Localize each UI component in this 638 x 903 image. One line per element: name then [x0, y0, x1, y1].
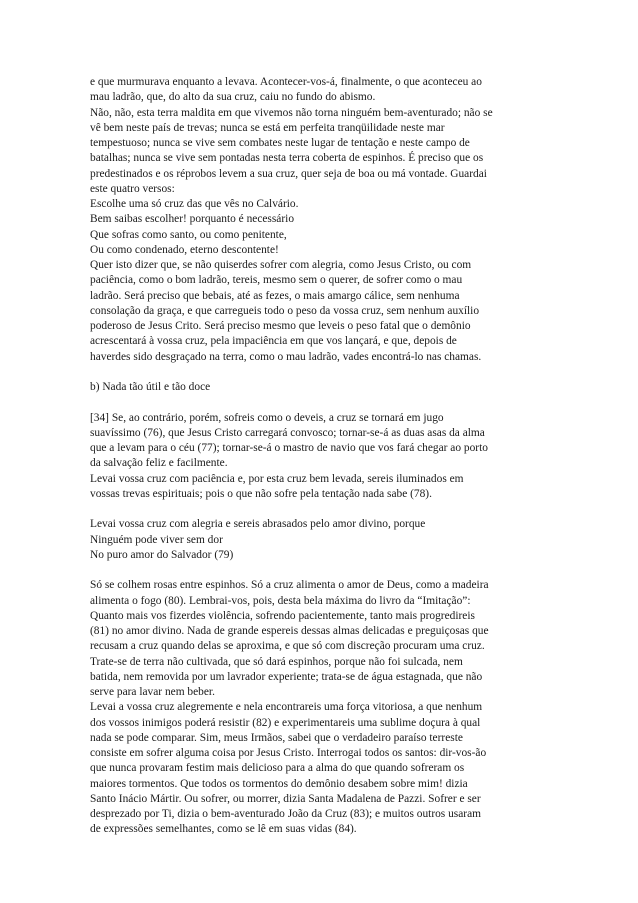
text-line: [34] Se, ao contrário, porém, sofreis como o deveis, a cruz se tornará em jugo	[90, 411, 444, 424]
paragraph-gap	[90, 395, 550, 410]
text-line: nada se pode comparar. Sim, meus Irmãos, sabei que o verdadeiro paraíso terreste	[90, 731, 463, 744]
text-line: consolação da graça, e que carregueis todo o peso da vossa cruz, sem nenhum auxílio	[90, 304, 480, 317]
text-line: alimenta o fogo (80). Lembrai-vos, pois, desta bela máxima do livro da “Imitação”:	[90, 594, 471, 607]
text-line: suavíssimo (76), que Jesus Cristo carregará convosco; tornar-se-á as duas asas da alma	[90, 426, 485, 439]
text-line: Trate-se de terra não cultivada, que só dará espinhos, porque não foi sulcada, nem	[90, 655, 463, 668]
text-line: Quanto mais vos fizerdes violência, sofrendo pacientemente, tanto mais progredireis	[90, 609, 475, 622]
text-line: serve para lavar nem beber.	[90, 686, 215, 698]
text-line: vê bem neste país de trevas; nunca se está em perfeita tranqüilidade neste mar	[90, 121, 445, 134]
paragraph-gap	[90, 365, 550, 380]
text-line: batalhas; nunca se vive sem pontadas nesta terra coberta de espinhos. É preciso que os	[90, 152, 484, 165]
text-line: Santo Inácio Mártir. Ou sofrer, ou morrer, dizia Santa Madalena de Pazzi. Sofrer e ser	[90, 792, 481, 805]
text-line: Não, não, esta terra maldita em que vivemos não torna ninguém bem-aventurado; não se	[90, 106, 493, 119]
paragraph-gap	[90, 563, 550, 578]
text-line: Que sofras como santo, ou como penitente,	[90, 228, 287, 241]
text-line: predestinados e os réprobos levem a sua cruz, quer seja de boa ou má vontade. Guardai	[90, 167, 487, 180]
paragraph-gap	[90, 502, 550, 517]
text-line: Levai a vossa cruz alegremente e nela encontrareis uma força vitoriosa, a que nenhum	[90, 701, 483, 714]
text-line: maiores tormentos. Que todos os tormentos do demônio desabem sobre mim! dizia	[90, 777, 468, 790]
text-line: desprezado por Ti, dizia o bem-aventurado João da Cruz (83); e muitos outros usaram	[90, 808, 481, 820]
text-line: consiste em sofrer alguma coisa por Jesus Cristo. Interrogai todos os santos: dir-vos-ão	[90, 747, 487, 759]
text-line: Quer isto dizer que, se não quiserdes sofrer com alegria, como Jesus Cristo, ou com	[90, 259, 472, 271]
text-line: mau ladrão, que, do alto da sua cruz, caiu no fundo do abismo.	[90, 91, 376, 104]
text-line: Ou como condenado, eterno descontente!	[90, 243, 279, 256]
document-page	[90, 75, 550, 838]
text-line: Levai vossa cruz com paciência e, por esta cruz bem levada, sereis iluminados em	[90, 472, 464, 485]
text-line: este quatro versos:	[90, 182, 175, 195]
text-line: paciência, como o bom ladrão, tereis, mesmo sem o querer, de sofrer como o mau	[90, 274, 463, 287]
text-line: que a levam para o céu (77); tornar-se-á o mastro de navio que vos fará chegar ao porto	[90, 442, 488, 454]
text-line: haverdes sido desgraçado na terra, como o mau ladrão, vades encontrá-lo nas chamas.	[90, 350, 482, 363]
text-line: Bem saibas escolher! porquanto é necessário	[90, 213, 295, 226]
text-line: de expressões semelhantes, como se lê em suas vidas (84).	[90, 823, 357, 836]
text-line: da salvação feliz e facilmente.	[90, 457, 228, 470]
text-line: e que murmurava enquanto a levava. Acontecer-vos-á, finalmente, o que aconteceu ao	[90, 76, 482, 88]
text-line: No puro amor do Salvador (79)	[90, 548, 234, 561]
text-line: (81) no amor divino. Nada de grande espereis dessas almas delicadas e preguiçosas que	[90, 625, 489, 637]
text-line: Levai vossa cruz com alegria e sereis abrasados pelo amor divino, porque	[90, 518, 426, 531]
text-line: acrescentará à vossa cruz, pela impaciência em que vos lançará, e que, depois de	[90, 335, 457, 348]
text-line: Escolhe uma só cruz das que vês no Calvário.	[90, 198, 299, 210]
text-line: poderoso de Jesus Crito. Será preciso mesmo que leveis o peso fatal que o demônio	[90, 320, 471, 332]
text-line: que nunca provaram festim mais delicioso para a alma do que quando sofreram os	[90, 762, 465, 775]
text-line: tempestuoso; nunca se vive sem combates neste lugar de tentação e neste campo de	[90, 137, 470, 149]
text-line: Só se colhem rosas entre espinhos. Só a cruz alimenta o amor de Deus, como a madeira	[90, 579, 489, 592]
text-line: batida, nem removida por um lavrador experiente; trata-se de água estagnada, que não	[90, 670, 483, 683]
text-line: vossas trevas espirituais; pois o que não sofre pela tentação nada sabe (78).	[90, 487, 432, 500]
text-line: ladrão. Será preciso que bebais, até as fezes, o mais amargo cálice, sem nenhuma	[90, 289, 460, 302]
text-line: recusam a cruz quando delas se aproxima, e que só com discreção procuram uma cruz.	[90, 640, 485, 653]
text-line: Ninguém pode viver sem dor	[90, 533, 223, 546]
text-line: b) Nada tão útil e tão doce	[90, 381, 211, 393]
text-line: dos vossos inimigos poderá resistir (82) e experimentareis uma sublime doçura à qual	[90, 716, 481, 729]
